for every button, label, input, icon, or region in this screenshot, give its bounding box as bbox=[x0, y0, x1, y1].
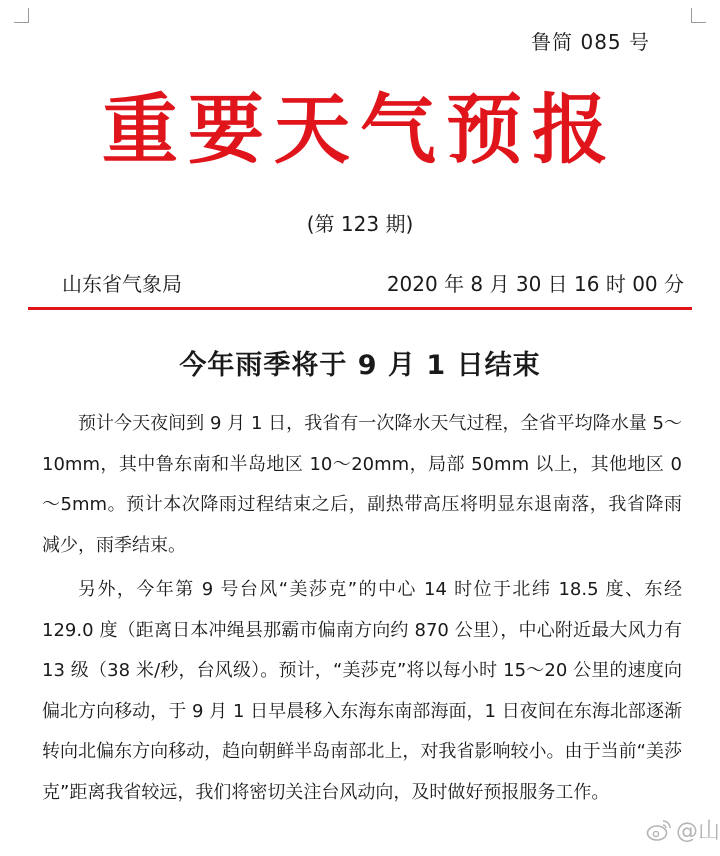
watermark-text: @山 bbox=[675, 819, 720, 844]
paragraph-typhoon: 另外，今年第 9 号台风“美莎克”的中心 14 时位于北纬 18.5 度、东经 129.0 度（距离日本冲绳县那霸市偏南方向约 870 公里），中心附近最大风力有 13 级（38 米/秒，台风级）。预计，“美莎克”将以每小时 15～20 公里的速度向偏北方向移动，于 9 月 1 日早晨移入东海东南部海面，1 日夜间在东海北部逐渐转向北偏东方向移动，趋向朝鲜半岛南部北上，对我省影响较小。由于当前“美莎克”距离我省较远，我们将密切关注台风动向，及时做好预报服务工作。 bbox=[42, 579, 682, 803]
issuer-name: 山东省气象局 bbox=[62, 272, 182, 296]
issue-number: (第 123 期) bbox=[306, 212, 414, 236]
issue-datetime: 2020 年 8 月 30 日 16 时 00 分 bbox=[386, 272, 684, 296]
page-corner-mark-left bbox=[14, 8, 29, 23]
document-title: 重要天气预报 bbox=[102, 85, 618, 174]
weibo-icon bbox=[646, 818, 672, 842]
article-headline: 今年雨季将于 9 月 1 日结束 bbox=[179, 350, 541, 381]
paragraph-forecast: 预计今天夜间到 9 月 1 日，我省有一次降水天气过程，全省平均降水量 5～10mm，其中鲁东南和半岛地区 10～20mm，局部 50mm 以上，其他地区 0～5mm。预计本次降雨过程结束之后，副热带高压将明显东退南落，我省降雨减少，雨季结束。 bbox=[42, 413, 682, 556]
weibo-watermark bbox=[646, 814, 720, 845]
red-divider bbox=[28, 307, 692, 310]
document-number: 鲁简 085 号 bbox=[531, 30, 650, 54]
page-corner-mark-right bbox=[691, 8, 706, 23]
